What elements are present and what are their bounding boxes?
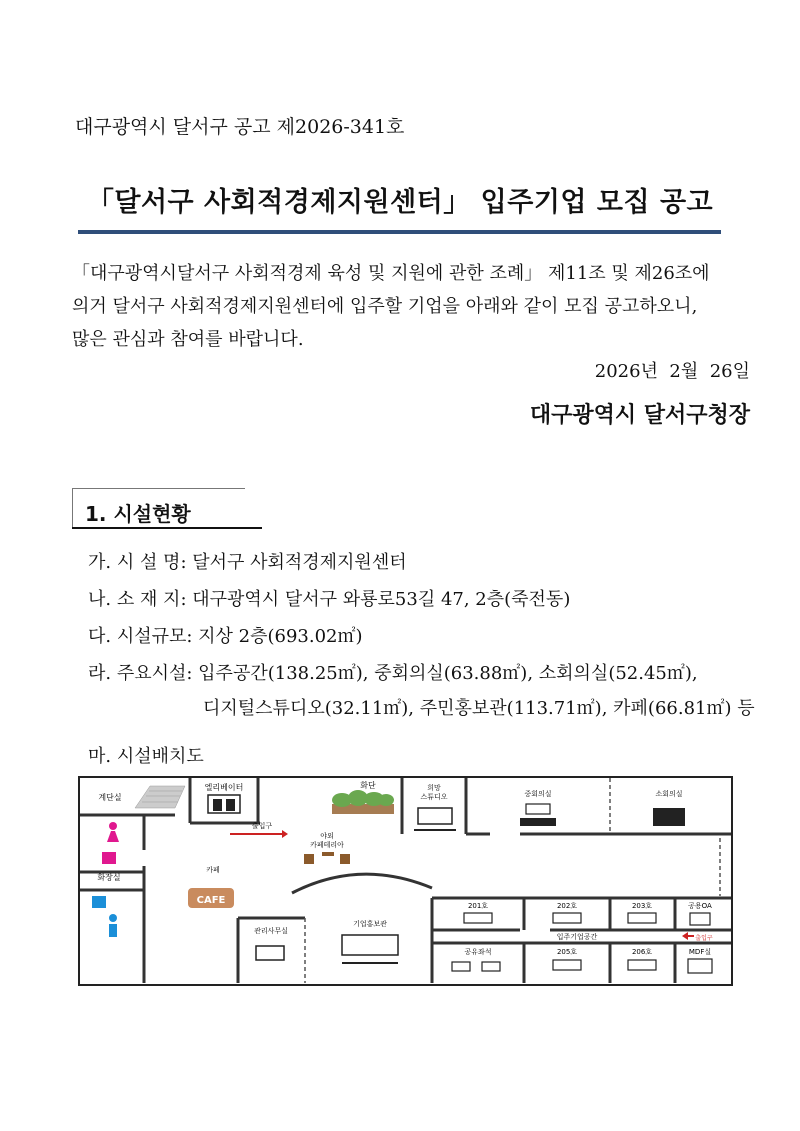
studio-label-2: 스튜디오 [420, 793, 448, 801]
floor-plan-label: 마. 시설배치도 [88, 746, 204, 767]
mdf-label: MDF실 [688, 948, 712, 956]
flowerbed-label: 화단 [360, 781, 376, 790]
notice-date: 2026년 2월 26일 [594, 361, 750, 382]
room-201-label: 201호 [467, 902, 489, 910]
facility-main-item: 라. 주요시설: 입주공간(138.25㎡), 중회의실(63.88㎡), 소회의실(52.45㎡), [88, 663, 698, 684]
small-meeting-label: 소회의실 [655, 790, 683, 798]
intro-paragraph [72, 257, 757, 356]
facility-address-item: 나. 소 재 지: 대구광역시 달서구 와룡로53길 47, 2층(죽전동) [88, 589, 571, 610]
facility-name-item: 가. 시 설 명: 달서구 사회적경제지원센터 [88, 552, 407, 573]
mid-meeting-label: 중회의실 [524, 790, 552, 798]
room-201-desk-icon [464, 913, 492, 923]
studio-icon [414, 808, 456, 830]
title-underline [78, 230, 721, 234]
entrance2-label: 출입구 [695, 935, 713, 942]
office-label: 관리사무실 [254, 927, 288, 935]
office-desk-icon [256, 946, 284, 960]
stairs-icon [135, 786, 185, 808]
room-205-desk-icon [553, 960, 581, 970]
floor-plan-drawing [80, 778, 731, 984]
promo-hall-label: 기업홍보관 [353, 920, 387, 928]
printer-icon [690, 913, 710, 925]
tenant-space-label: 입주기업공간 [556, 933, 598, 941]
mid-meeting-icon [520, 804, 556, 826]
facility-main-item-cont: 디지털스튜디오(32.11㎡), 주민홍보관(113.71㎡), 카페(66.81㎡) 등 [203, 698, 755, 719]
room-206-label: 206호 [631, 948, 653, 956]
elevator-icon [208, 795, 240, 813]
page-title: 「달서구 사회적경제지원센터」 입주기업 모집 공고 [86, 187, 714, 218]
server-rack-icon [688, 959, 712, 973]
notice-number: 대구광역시 달서구 공고 제2026-341호 [75, 116, 405, 138]
intro-line-2: 의거 달서구 사회적경제지원센터에 입주할 기업을 아래와 같이 모집 공고하오니, [72, 296, 698, 317]
section-heading: 1. 시설현황 [85, 502, 191, 526]
cafe-label: 카페 [206, 866, 220, 874]
promo-hall-icon [342, 935, 398, 963]
entrance-label: 출입구 [251, 822, 273, 830]
room-206-desk-icon [628, 960, 656, 970]
terrace-label-1: 야외 [320, 832, 334, 840]
issuer-name: 대구광역시 달서구청장 [529, 403, 750, 428]
male-icon [109, 914, 117, 937]
shared-seat-desk-icon [452, 962, 500, 971]
entrance-arrow-icon [230, 830, 288, 838]
studio-label-1: 희망 [427, 784, 441, 792]
small-meeting-icon [653, 808, 685, 826]
terrace-furniture-icon [304, 852, 350, 864]
terrace-label-2: 카페테리아 [310, 841, 344, 849]
room-202-desk-icon [553, 913, 581, 923]
elevator-label: 엘리베이터 [204, 783, 244, 792]
entrance2-arrow-icon [682, 932, 694, 940]
female-icon [107, 822, 119, 842]
shared-seat-label: 공유좌석 [464, 948, 492, 956]
facility-scale-item: 다. 시설규모: 지상 2층(693.02㎡) [88, 626, 363, 647]
restroom-label: 화장실 [97, 873, 121, 882]
room-202-label: 202호 [556, 902, 578, 910]
flowerbed-icon [332, 790, 394, 814]
stairs-label: 계단실 [98, 793, 122, 802]
section-heading-underline [72, 527, 262, 529]
shared-oa-label: 공용OA [688, 902, 712, 910]
intro-line-3: 많은 관심과 참여를 바랍니다. [72, 329, 304, 350]
floor-plan [78, 776, 733, 986]
room-205-label: 205호 [556, 948, 578, 956]
room-203-label: 203호 [631, 902, 653, 910]
room-203-desk-icon [628, 913, 656, 923]
cafe-sign-text: CAFE [196, 895, 226, 906]
intro-line-1: 「대구광역시달서구 사회적경제 육성 및 지원에 관한 조례」 제11조 및 제26조에 [72, 263, 710, 284]
accessible-restroom-female-icon [102, 852, 116, 864]
accessible-restroom-male-icon [92, 896, 106, 908]
